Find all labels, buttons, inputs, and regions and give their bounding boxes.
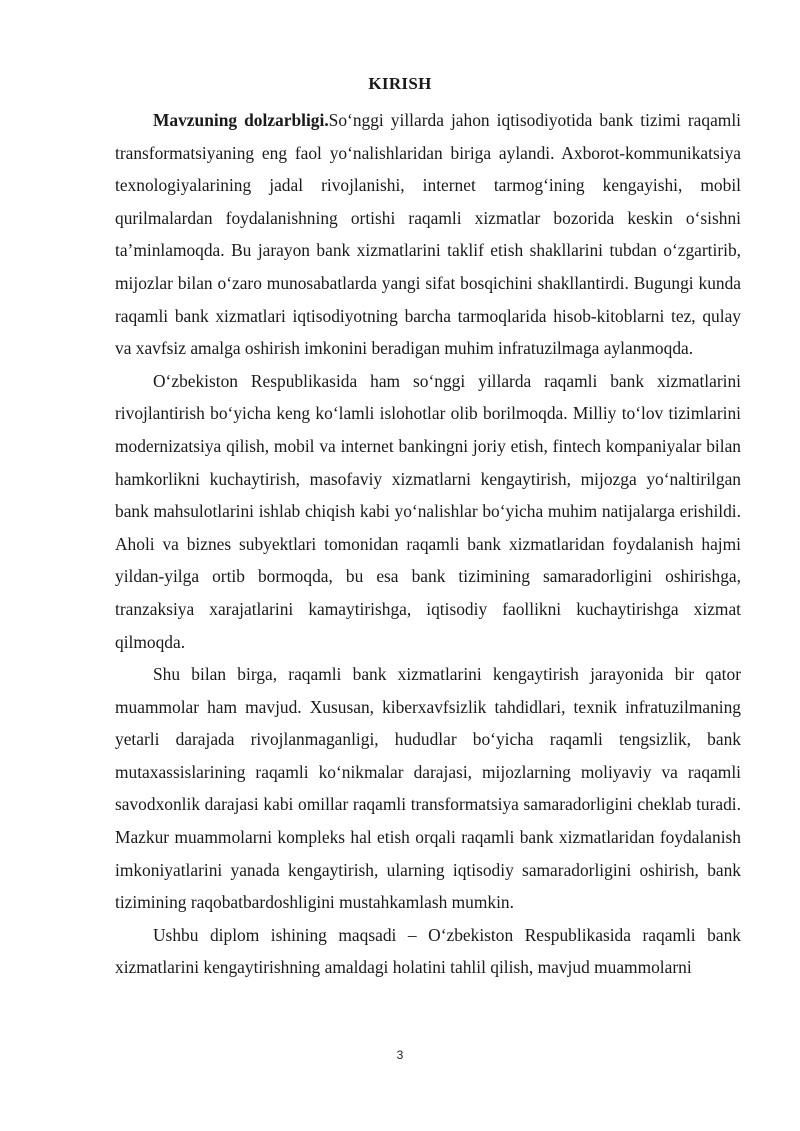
paragraph-uzbekistan-reforms: [115, 365, 741, 658]
body-text: [115, 104, 741, 984]
paragraph-text: Ushbu diplom ishining maqsadi – O‘zbekiston Respublikasida raqamli bank xizmatlarini kengaytirishning amaldagi holatini tahlil qilish, mavjud muammolarni: [115, 924, 741, 978]
paragraph-problems: [115, 658, 741, 919]
paragraph-text: O‘zbekiston Respublikasida ham so‘nggi yillarda raqamli bank xizmatlarini rivojlantirish bo‘yicha keng ko‘lamli islohotlar olib borilmoqda. Milliy to‘lov tizimlarini modernizatsiya qilish, mobil va internet bankingni joriy etish, fintech kompaniyalar bilan hamkorlikni kuchaytirish, masofaviy xizmatlarni kengaytirish, mijozga yo‘naltirilgan bank mahsulotlarini ishlab chiqish kabi yo‘nalishlar bo‘yicha muhim natijalarga erishildi. Aholi va biznes subyektlari tomonidan raqamli bank xizmatlaridan foydalanish hajmi yildan-yilga ortib bormoqda, bu esa bank tizimining samaradorligini oshirishga, tranzaksiya xarajatlarini kamaytirishga, iqtisodiy faollikni kuchaytirishga xizmat qilmoqda.: [115, 370, 741, 652]
paragraph-lead: Mavzuning dolzarbligi.: [153, 110, 329, 130]
paragraph-text: So‘nggi yillarda jahon iqtisodiyotida bank tizimi raqamli transformatsiyaning eng faol yo‘nalishlaridan biriga aylandi. Axborot-kommunikatsiya texnologiyalarining jadal rivojlanishi, internet tarmog‘ining kengayishi, mobil qurilmalardan foydalanishning ortishi raqamli xizmatlar bozorida keskin o‘sishni ta’minlamoqda. Bu jarayon bank xizmatlarini taklif etish shakllarini tubdan o‘zgartirib, mijozlar bilan o‘zaro munosabatlarda yangi sifat bosqichini shakllantirdi. Bugungi kunda raqamli bank xizmatlari iqtisodiyotning barcha tarmoqlarida hisob-kitoblarni tez, qulay va xavfsiz amalga oshirish imkonini beradigan muhim infratuzilmaga aylanmoqda.: [115, 110, 741, 359]
page-heading: KIRISH: [368, 74, 432, 93]
paragraph-relevance: [115, 104, 741, 365]
paragraph-text: Shu bilan birga, raqamli bank xizmatlarini kengaytirish jarayonida bir qator muammolar ham mavjud. Xususan, kiberxavfsizlik tahdidlari, texnik infratuzilmaning yetarli darajada rivojlanmaganligi, hududlar bo‘yicha raqamli tengsizlik, bank mutaxassislarining raqamli ko‘nikmalar darajasi, mijozlarning moliyaviy va raqamli savodxonlik darajasi kabi omillar raqamli transformatsiya samaradorligini cheklab turadi. Mazkur muammolarni kompleks hal etish orqali raqamli bank xizmatlaridan foydalanish imkoniyatlarini yanada kengaytirish, ularning iqtisodiy samaradorligini oshirish, bank tizimining raqobatbardoshligini mustahkamlash mumkin.: [115, 664, 741, 913]
page-number: 3: [396, 1048, 404, 1062]
paragraph-goal: [115, 919, 741, 984]
